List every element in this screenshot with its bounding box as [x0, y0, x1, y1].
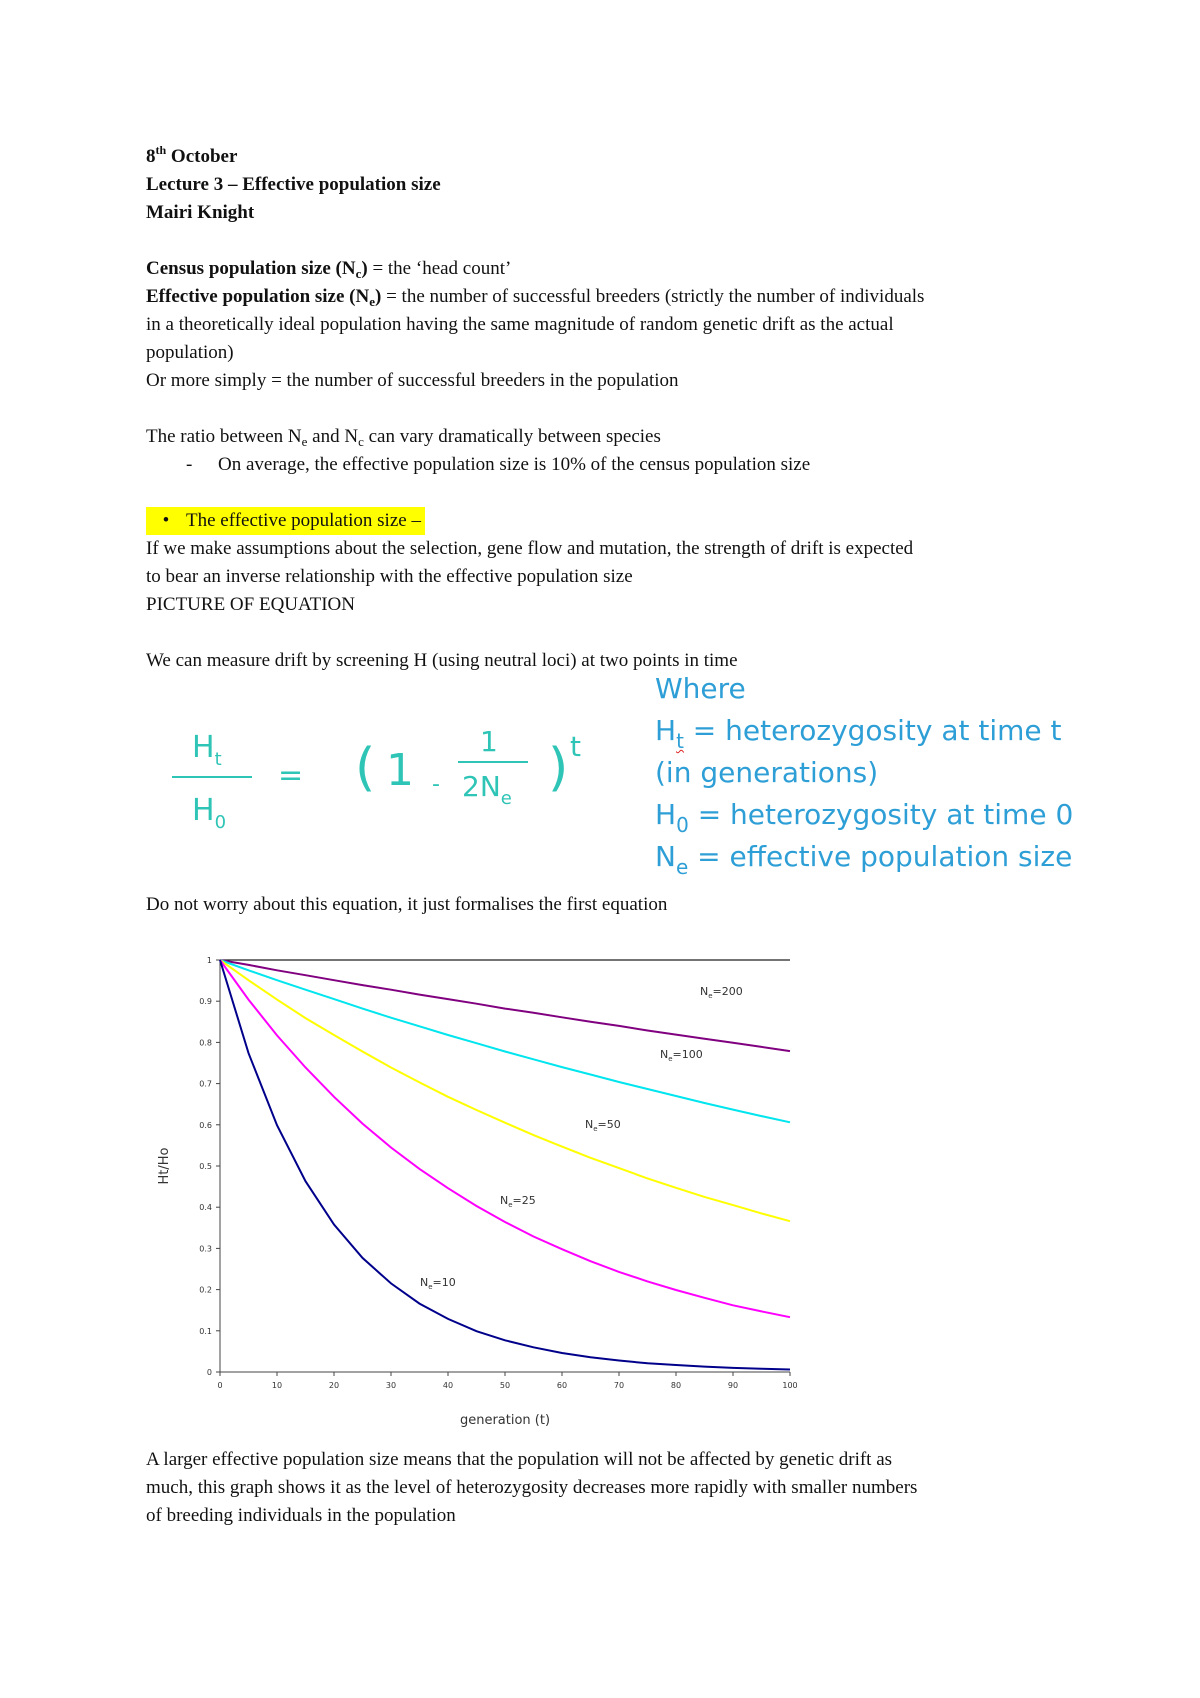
heterozygosity-chart [140, 940, 820, 1440]
effective-text: = the number of successful breeders (strictly the number of individuals [381, 286, 925, 307]
x-tick-label: 10 [271, 1381, 283, 1390]
eq-inner-fraction-bar [458, 761, 528, 763]
eq-numerator: $H_t$ [192, 730, 222, 770]
dash-bullet: - [186, 454, 193, 475]
eq-minus: - [432, 772, 440, 797]
series-line-4 [220, 960, 790, 1370]
series-label-0: $N_e=200$ [700, 985, 743, 1000]
effective-definition-line2: in a theoretically ideal population having the same magnitude of random genetic drift as the actual [146, 314, 894, 335]
simple-definition: Or more simply = the number of successful breeders in the population [146, 370, 679, 391]
chart-plot-area [157, 956, 798, 1428]
ratio-sentence: The ratio between $N_e$ and $N_c$ can vary dramatically between species [146, 426, 661, 449]
assumption-line2: to bear an inverse relationship with the effective population size [146, 566, 633, 587]
y-tick-label: 0.4 [199, 1203, 212, 1213]
heading-text: The effective population size – [186, 510, 421, 531]
where-generations: (in generations) [655, 756, 879, 789]
date-heading [146, 143, 237, 171]
census-term: Census population size $(N_c)$ [146, 258, 368, 281]
where-title: Where [655, 672, 746, 705]
picture-placeholder-text: PICTURE OF EQUATION [146, 594, 355, 615]
closing-line1: A larger effective population size means that the population will not be affected by genetic drift as [146, 1449, 893, 1470]
eq-inner-denominator: $2N_e$ [462, 770, 512, 809]
census-definition [146, 255, 511, 283]
date-month: October [166, 146, 238, 167]
series-line-0 [220, 960, 790, 1051]
eq-inner-numerator: 1 [480, 725, 498, 758]
y-axis-label: Ht/Ho [157, 1147, 172, 1185]
eq-equals: = [278, 758, 304, 793]
where-ne: $N_e$ = effective population size [655, 840, 1073, 879]
author-name: Mairi Knight [146, 202, 255, 223]
eq-one: 1 [386, 745, 414, 796]
eq-denominator: $H_0$ [192, 793, 227, 833]
x-tick-label: 50 [499, 1381, 511, 1390]
x-tick-label: 20 [328, 1381, 340, 1390]
effective-definition [146, 283, 924, 311]
series-label-4: $N_e=10$ [420, 1276, 456, 1291]
series-label-1: $N_e=100$ [660, 1048, 703, 1063]
closing-line3: of breeding individuals in the population [146, 1505, 456, 1526]
x-tick-label: 40 [442, 1381, 454, 1390]
average-bullet-text: On average, the effective population size is 10% of the census population size [218, 454, 811, 475]
effective-definition-line3: population) [146, 342, 234, 363]
date-number: 8 [146, 146, 156, 167]
x-axis-label: generation (t) [459, 1413, 551, 1428]
x-tick-label: 70 [613, 1381, 625, 1390]
measure-drift-text: We can measure drift by screening H (using neutral loci) at two points in time [146, 650, 738, 671]
where-h0: $H_0$ = heterozygosity at time 0 [655, 798, 1074, 837]
bullet-icon: • [162, 510, 170, 531]
eq-close-paren: ) [548, 738, 569, 798]
series-label-2: $N_e=50$ [585, 1118, 621, 1133]
series-label-3: $N_e=25$ [500, 1194, 536, 1209]
y-tick-label: 0.2 [199, 1285, 212, 1295]
series-line-3 [220, 960, 790, 1317]
x-tick-label: 30 [385, 1381, 397, 1390]
eq-fraction-bar [172, 776, 252, 778]
x-tick-label: 0 [217, 1381, 223, 1390]
eq-exponent: t [570, 730, 581, 763]
y-tick-label: 0.1 [199, 1326, 212, 1336]
x-tick-label: 80 [670, 1381, 682, 1390]
assumption-line1: If we make assumptions about the selection, gene flow and mutation, the strength of drift is expected [146, 538, 914, 559]
closing-line2: much, this graph shows it as the level of heterozygosity decreases more rapidly with smaller numbers [146, 1477, 918, 1498]
y-tick-label: 1 [206, 956, 212, 965]
x-tick-label: 100 [782, 1381, 798, 1390]
date-superscript: th [155, 143, 167, 157]
x-tick-label: 60 [556, 1381, 568, 1390]
y-tick-label: 0.9 [199, 997, 212, 1007]
effective-term: Effective population size $(N_e)$ [146, 286, 382, 309]
lecture-title: Lecture 3 – Effective population size [146, 174, 441, 195]
where-ht: $H_t$ = heterozygosity at time t [655, 714, 1062, 753]
y-tick-label: 0.7 [199, 1079, 212, 1089]
highlighted-heading [146, 507, 425, 535]
y-tick-label: 0 [206, 1368, 212, 1377]
y-tick-label: 0.5 [199, 1162, 212, 1171]
y-tick-label: 0.3 [199, 1244, 212, 1254]
x-tick-label: 90 [727, 1381, 739, 1390]
y-tick-label: 0.6 [199, 1120, 212, 1130]
y-tick-label: 0.8 [199, 1038, 212, 1048]
eq-open-paren: ( [355, 738, 376, 798]
census-text: = the ‘head count’ [367, 258, 512, 279]
equation-note: Do not worry about this equation, it just formalises the first equation [146, 894, 668, 915]
